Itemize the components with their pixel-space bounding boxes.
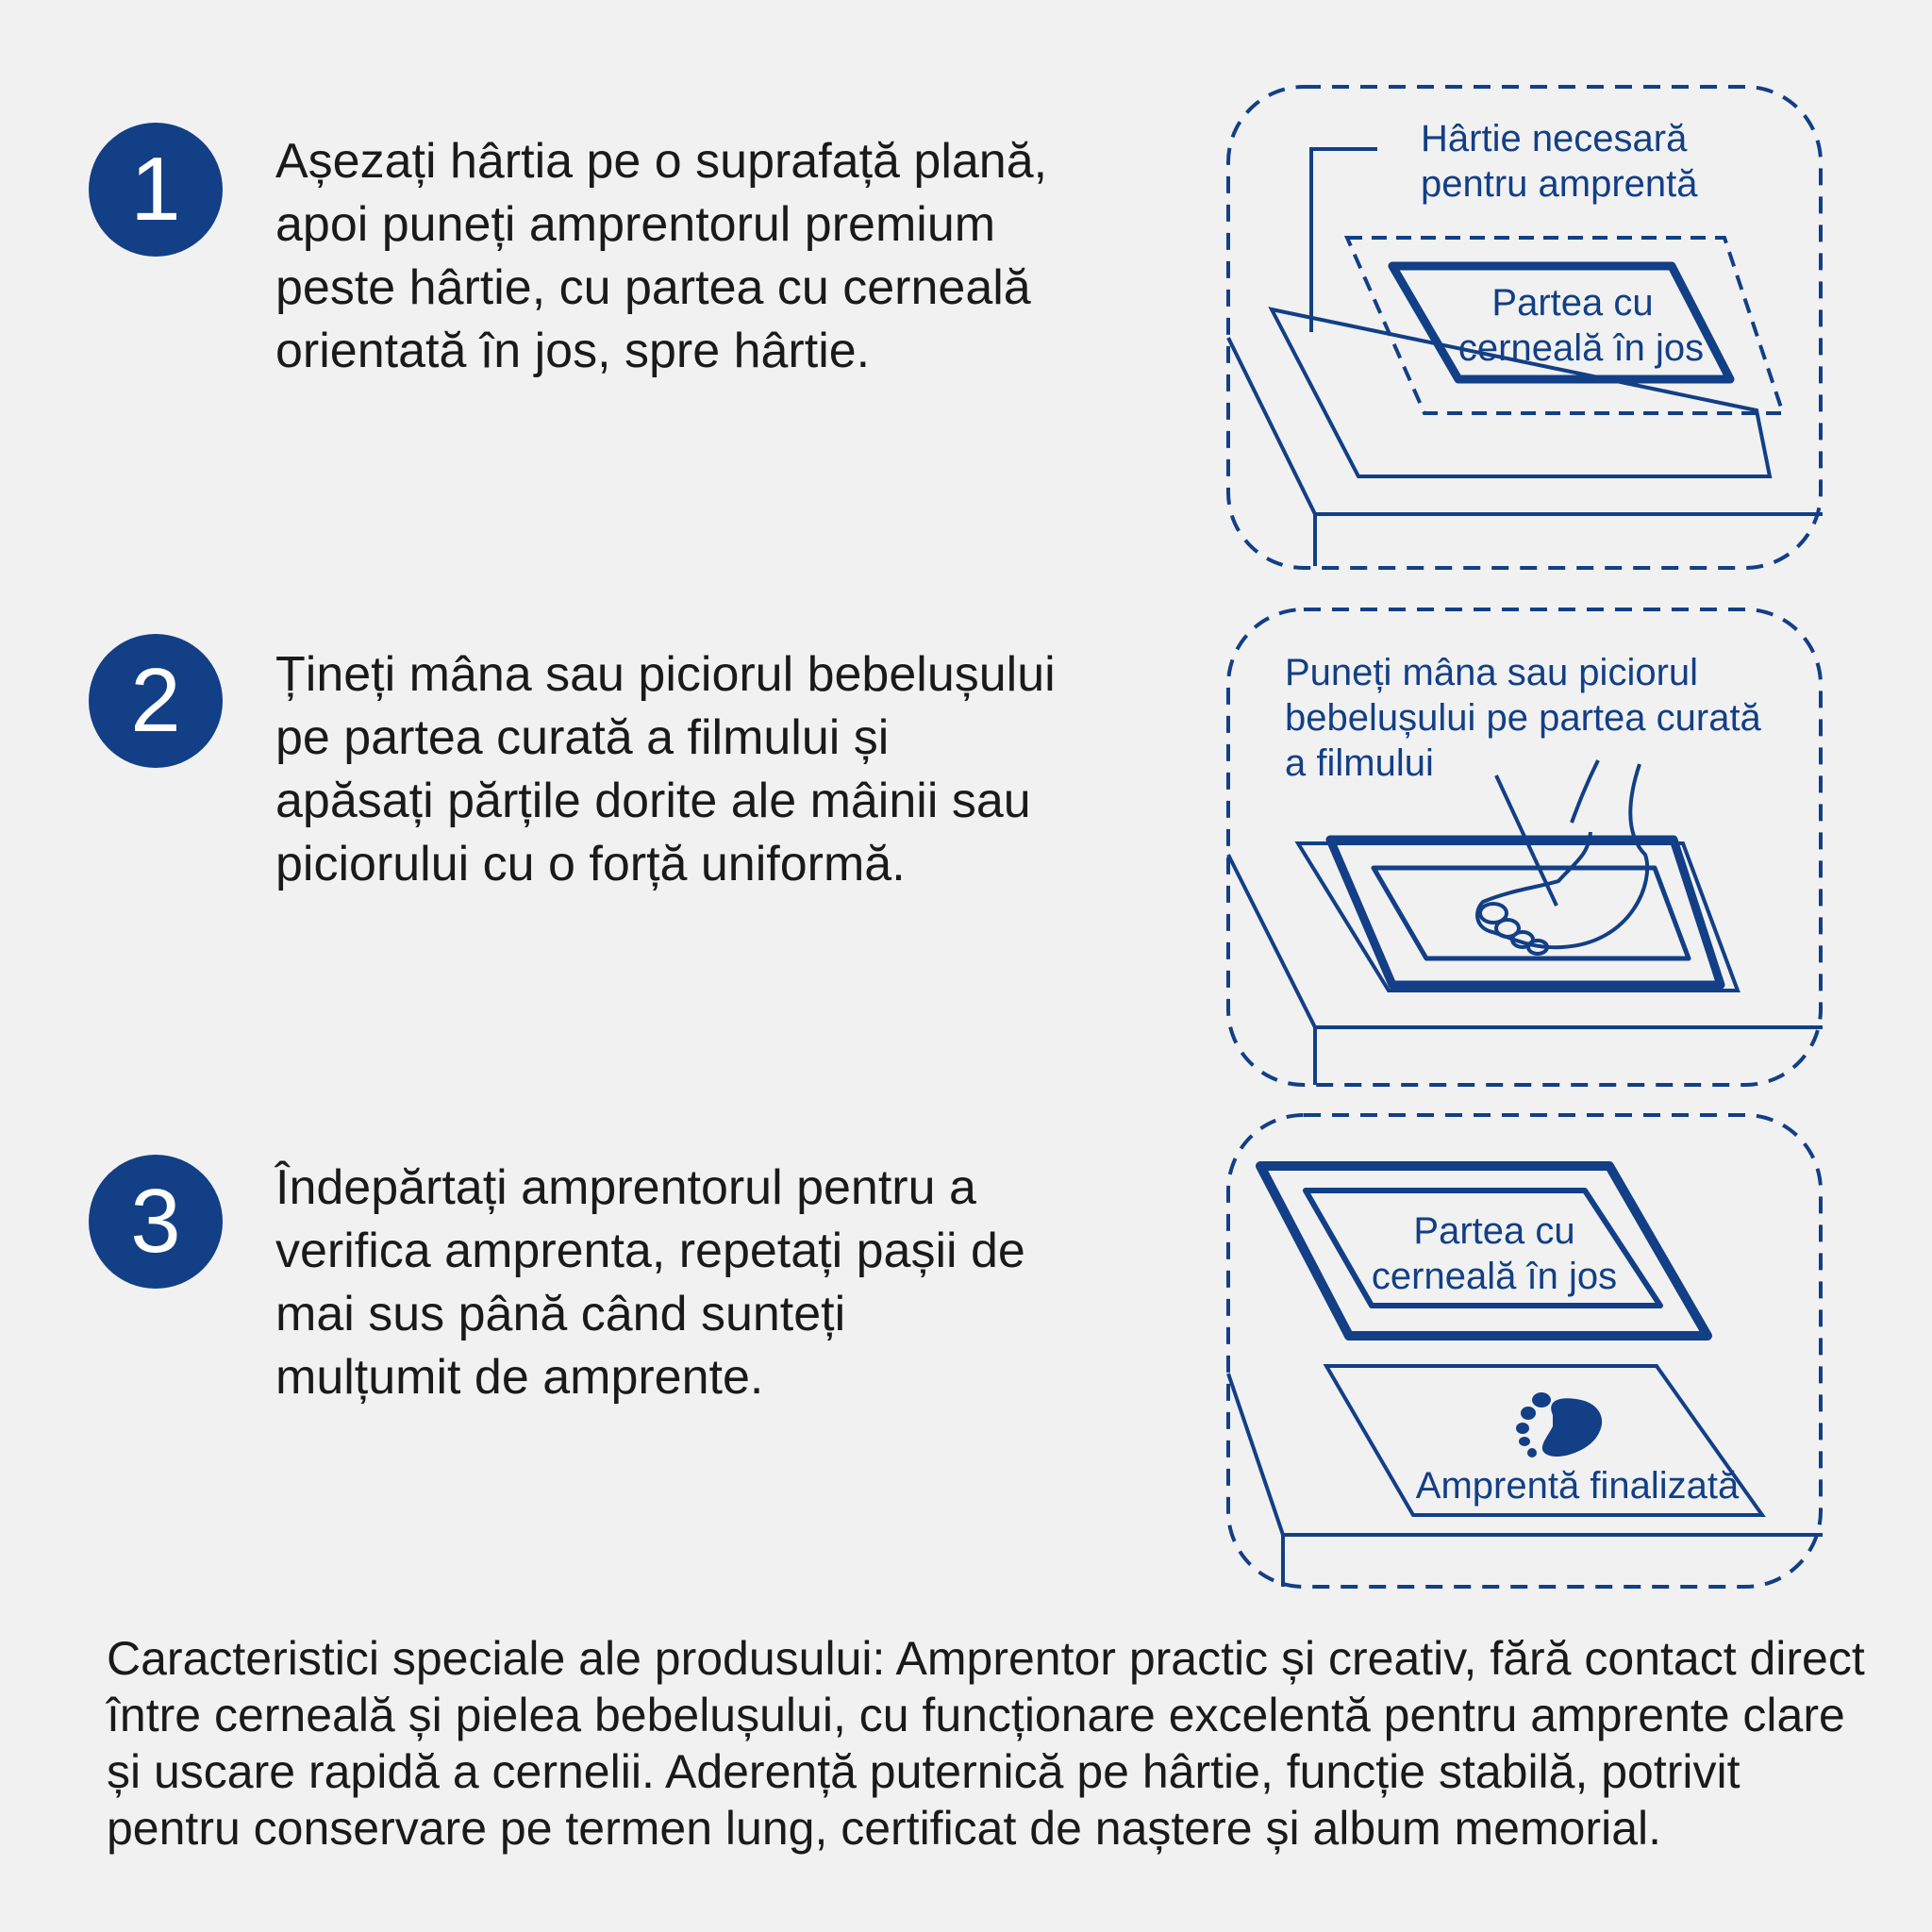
table-edge	[1228, 1374, 1823, 1535]
instruction-label-line3: a filmului	[1285, 742, 1434, 784]
step-1-illustration	[1226, 85, 1823, 575]
paper-and-stamp-diagram	[1226, 85, 1823, 575]
foot-pressing-icon	[1477, 760, 1647, 954]
instruction-label-line2: bebelușului pe partea curată	[1285, 697, 1761, 739]
table-edge	[1228, 855, 1823, 1027]
finished-print-label: Amprentă finalizată	[1415, 1465, 1740, 1507]
step-number-badge: 3	[89, 1155, 223, 1289]
paper-label-line1: Hârtie necesară	[1421, 118, 1688, 159]
step-number-badge: 2	[89, 634, 223, 768]
leader-line	[1311, 149, 1377, 332]
ink-label-line2: cerneală în jos	[1457, 327, 1705, 369]
ink-label-line2: cerneală în jos	[1371, 1256, 1618, 1297]
step-instruction: Îndepărtați amprentorul pentru a verifica amprenta, repetați pașii de mai sus până când sunteți mulțumit de amprente.	[275, 1160, 1025, 1405]
step-2-illustration	[1226, 608, 1823, 1091]
press-foot-diagram	[1226, 608, 1823, 1091]
instruction-label-line1: Puneți mâna sau piciorul	[1285, 652, 1699, 693]
step-instruction: Țineți mâna sau piciorul bebelușului pe partea curată a filmului și apăsați părțile dorite ale mâinii sau piciorului cu o forță uniformă.	[275, 647, 1056, 891]
footprint-icon	[1516, 1392, 1602, 1457]
film-border	[1330, 840, 1721, 985]
product-features-paragraph: Caracteristici speciale ale produsului: Amprentor practic și creativ, fără contact direct între cerneală și pielea bebelușului, cu funcționare excelentă pentru amprente clare și uscare rapidă a cernelii. Aderență puternică pe hârtie, funcție stabilă, potrivit pentru conservare pe termen lung, certificat de naștere și album memorial.	[107, 1632, 1865, 1855]
paper-label-line2: pentru amprentă	[1421, 163, 1698, 205]
step-number-badge: 1	[89, 123, 223, 257]
ink-label-line1: Partea cu	[1413, 1210, 1575, 1252]
step-instruction: Așezați hârtia pe o suprafață plană, apoi puneți amprentorul premium peste hârtie, cu partea cu cerneală orientată în jos, spre hârtie.	[275, 134, 1048, 378]
ink-label-line1: Partea cu	[1491, 282, 1654, 324]
step-3-illustration	[1226, 1113, 1823, 1594]
finished-print-diagram	[1226, 1113, 1823, 1594]
